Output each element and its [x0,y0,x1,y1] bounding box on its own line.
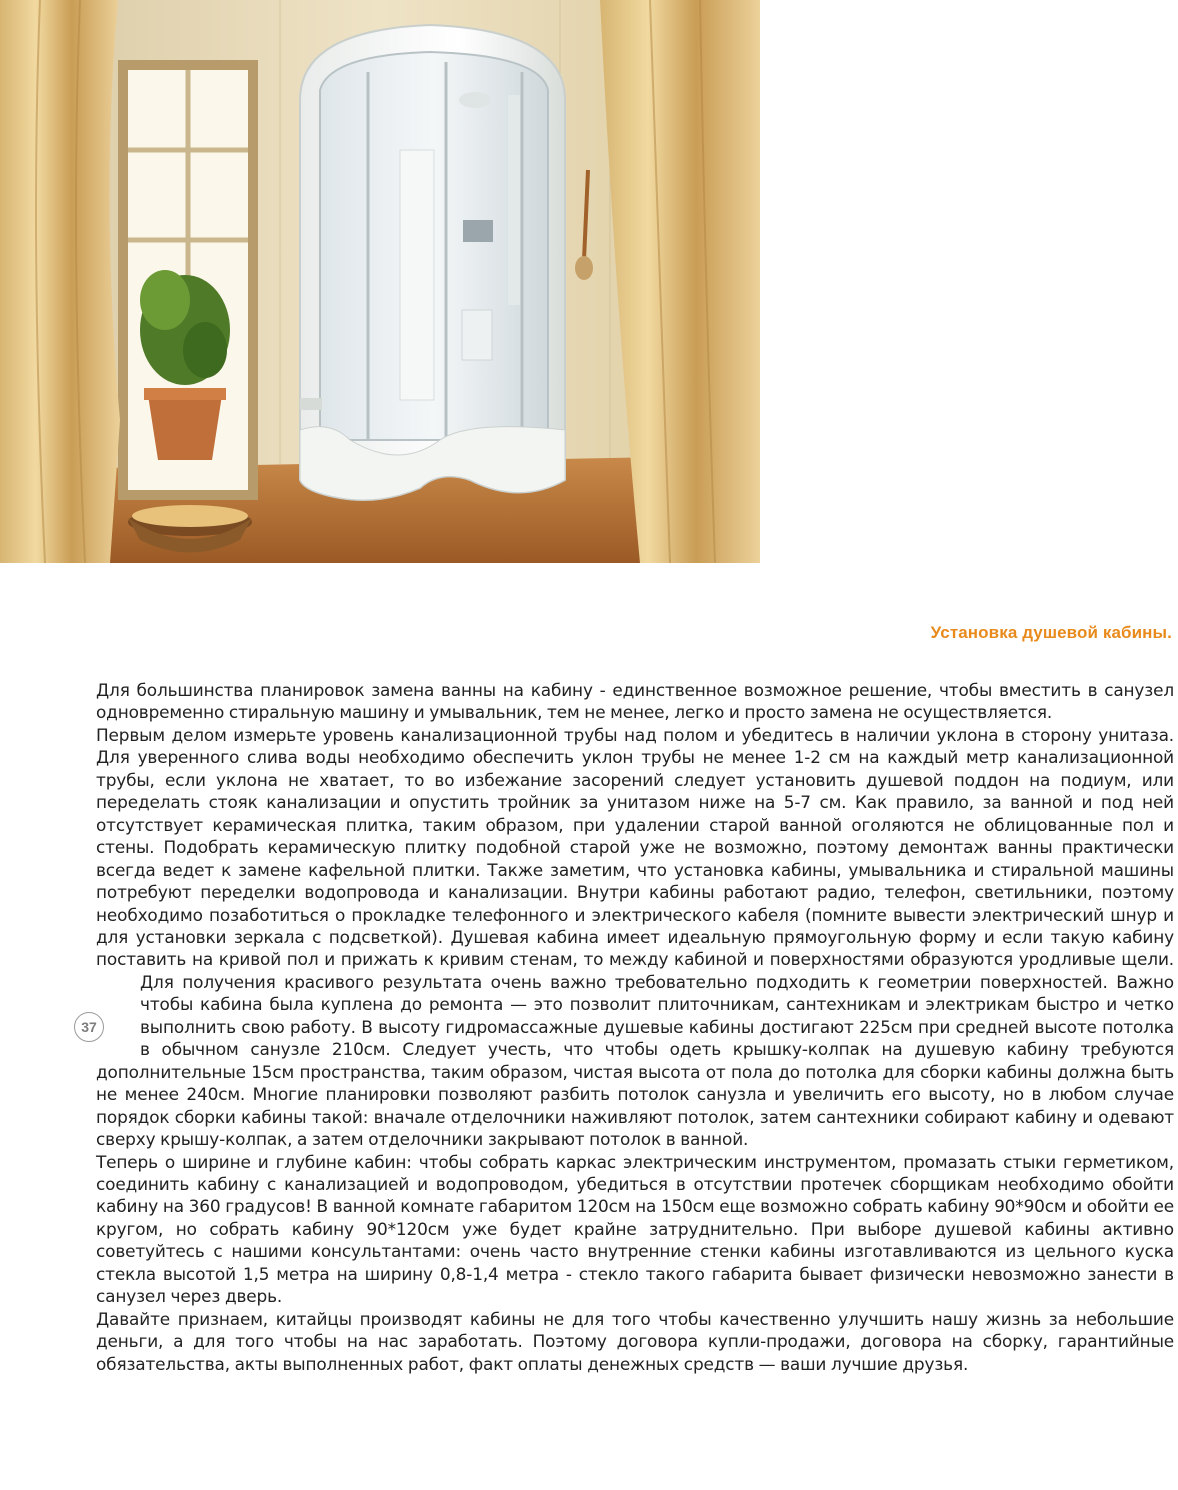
page-number: 37 [74,1012,104,1042]
paragraph: Для большинства планировок замена ванны на кабину - единственное возможное решение, чтобы вместить в санузел одновременно стиральную машину и умывальник, тем не менее, легко и просто замена не осуществляется. [96,680,1174,723]
paragraph: Давайте признаем, китайцы производят кабины не для того чтобы качественно улучшить нашу жизнь за небольшие деньги, а для того чтобы на нас заработать. Поэтому договора купли-продажи, договора на сборку, гарантийные обязательства, акты выполненных работ, факт оплаты денежных средств — ваши лучшие друзья. [96,1308,1174,1374]
paragraph: Теперь о ширине и глубине кабин: чтобы собрать каркас электрическим инструментом, промазать стыки герметиком, соединить кабину с канализацией и водопроводом, убедиться в отсутствии протечек сборщикам необходимо обойти кабину на 360 градусов! В ванной комнате габаритом 120см на 150см еще возможно собрать кабину 90*90см и обойти ее кругом, но собрать кабину 90*120см уже будет крайне затруднительно. При выборе душевой кабины активно советуйтесь с нашими консультантами: очень часто внутренние стенки кабины изготавливаются из цельного куска стекла высотой 1,5 метра на ширину 0,8-1,4 метра - стекло такого габарита бывает физически невозможно занести в санузел через дверь. [96,1151,1174,1307]
section-title: Установка душевой кабины. [930,623,1172,642]
bathroom-photo [0,0,760,563]
article-body [96,679,1174,1375]
paragraph: Первым делом измерьте уровень канализационной трубы над полом и убедитесь в наличии уклона в сторону унитаза. Для уверенного слива воды необходимо обеспечить уклон трубы не менее 1-2 см на каждый метр канализационной трубы, если уклона не хватает, то во избежание засорений следует установить душевой поддон на подиум, или переделать стояк канализации и опустить тройник за унитазом ниже на 5-7 см. Как правило, за ванной и под ней отсутствует керамическая плитка, таким образом, при удалении старой ванной оголяются не облицованные пол и стены. Подобрать керамическую плитку подобной старой уже не возможно, поэтому демонтаж ванны практически всегда ведет к замене кафельной плитки. Также заметим, что установка кабины, умывальника и стиральной машины потребуют переделки водопровода и канализации. Внутри кабины работают радио, телефон, светильники, поэтому необходимо позаботиться о прокладке телефонного и электрического кабеля (помните вывести электрический шнур и для установки зеркала с подсветкой). Душевая кабина имеет идеальную прямоугольную форму и если такую кабину поставить на кривой пол и прижать к кривим стенам, то между кабиной и поверхностями образуются уродливые щели. Для получения красивого результата очень важно требовательно подходить к геометрии поверхностей. Важно чтобы кабина была куплена до ремонта — это позволит плиточникам, сантехникам и электрикам быстро и четко выполнить свою работу. В высоту гидромассажные душевые кабины достигают 225см при средней высоте потолка в обычном санузле 210см. Следует учесть, что чтобы одеть крышку-колпак на душевую кабину требуются дополнительные 15см пространства, таким образом, чистая высота от пола до потолка для сборки кабины должна быть не менее 240см. Многие планировки позволяют разбить потолок санузла и увеличить его высоту, но в любом случае порядок сборки кабины такой: вначале отделочники наживляют потолок, затем сантехники собирают кабину и одевают сверху крышу-колпак, а затем отделочники закрывают потолок в ванной. [96,724,1174,1150]
page-number-indent [96,990,140,1057]
